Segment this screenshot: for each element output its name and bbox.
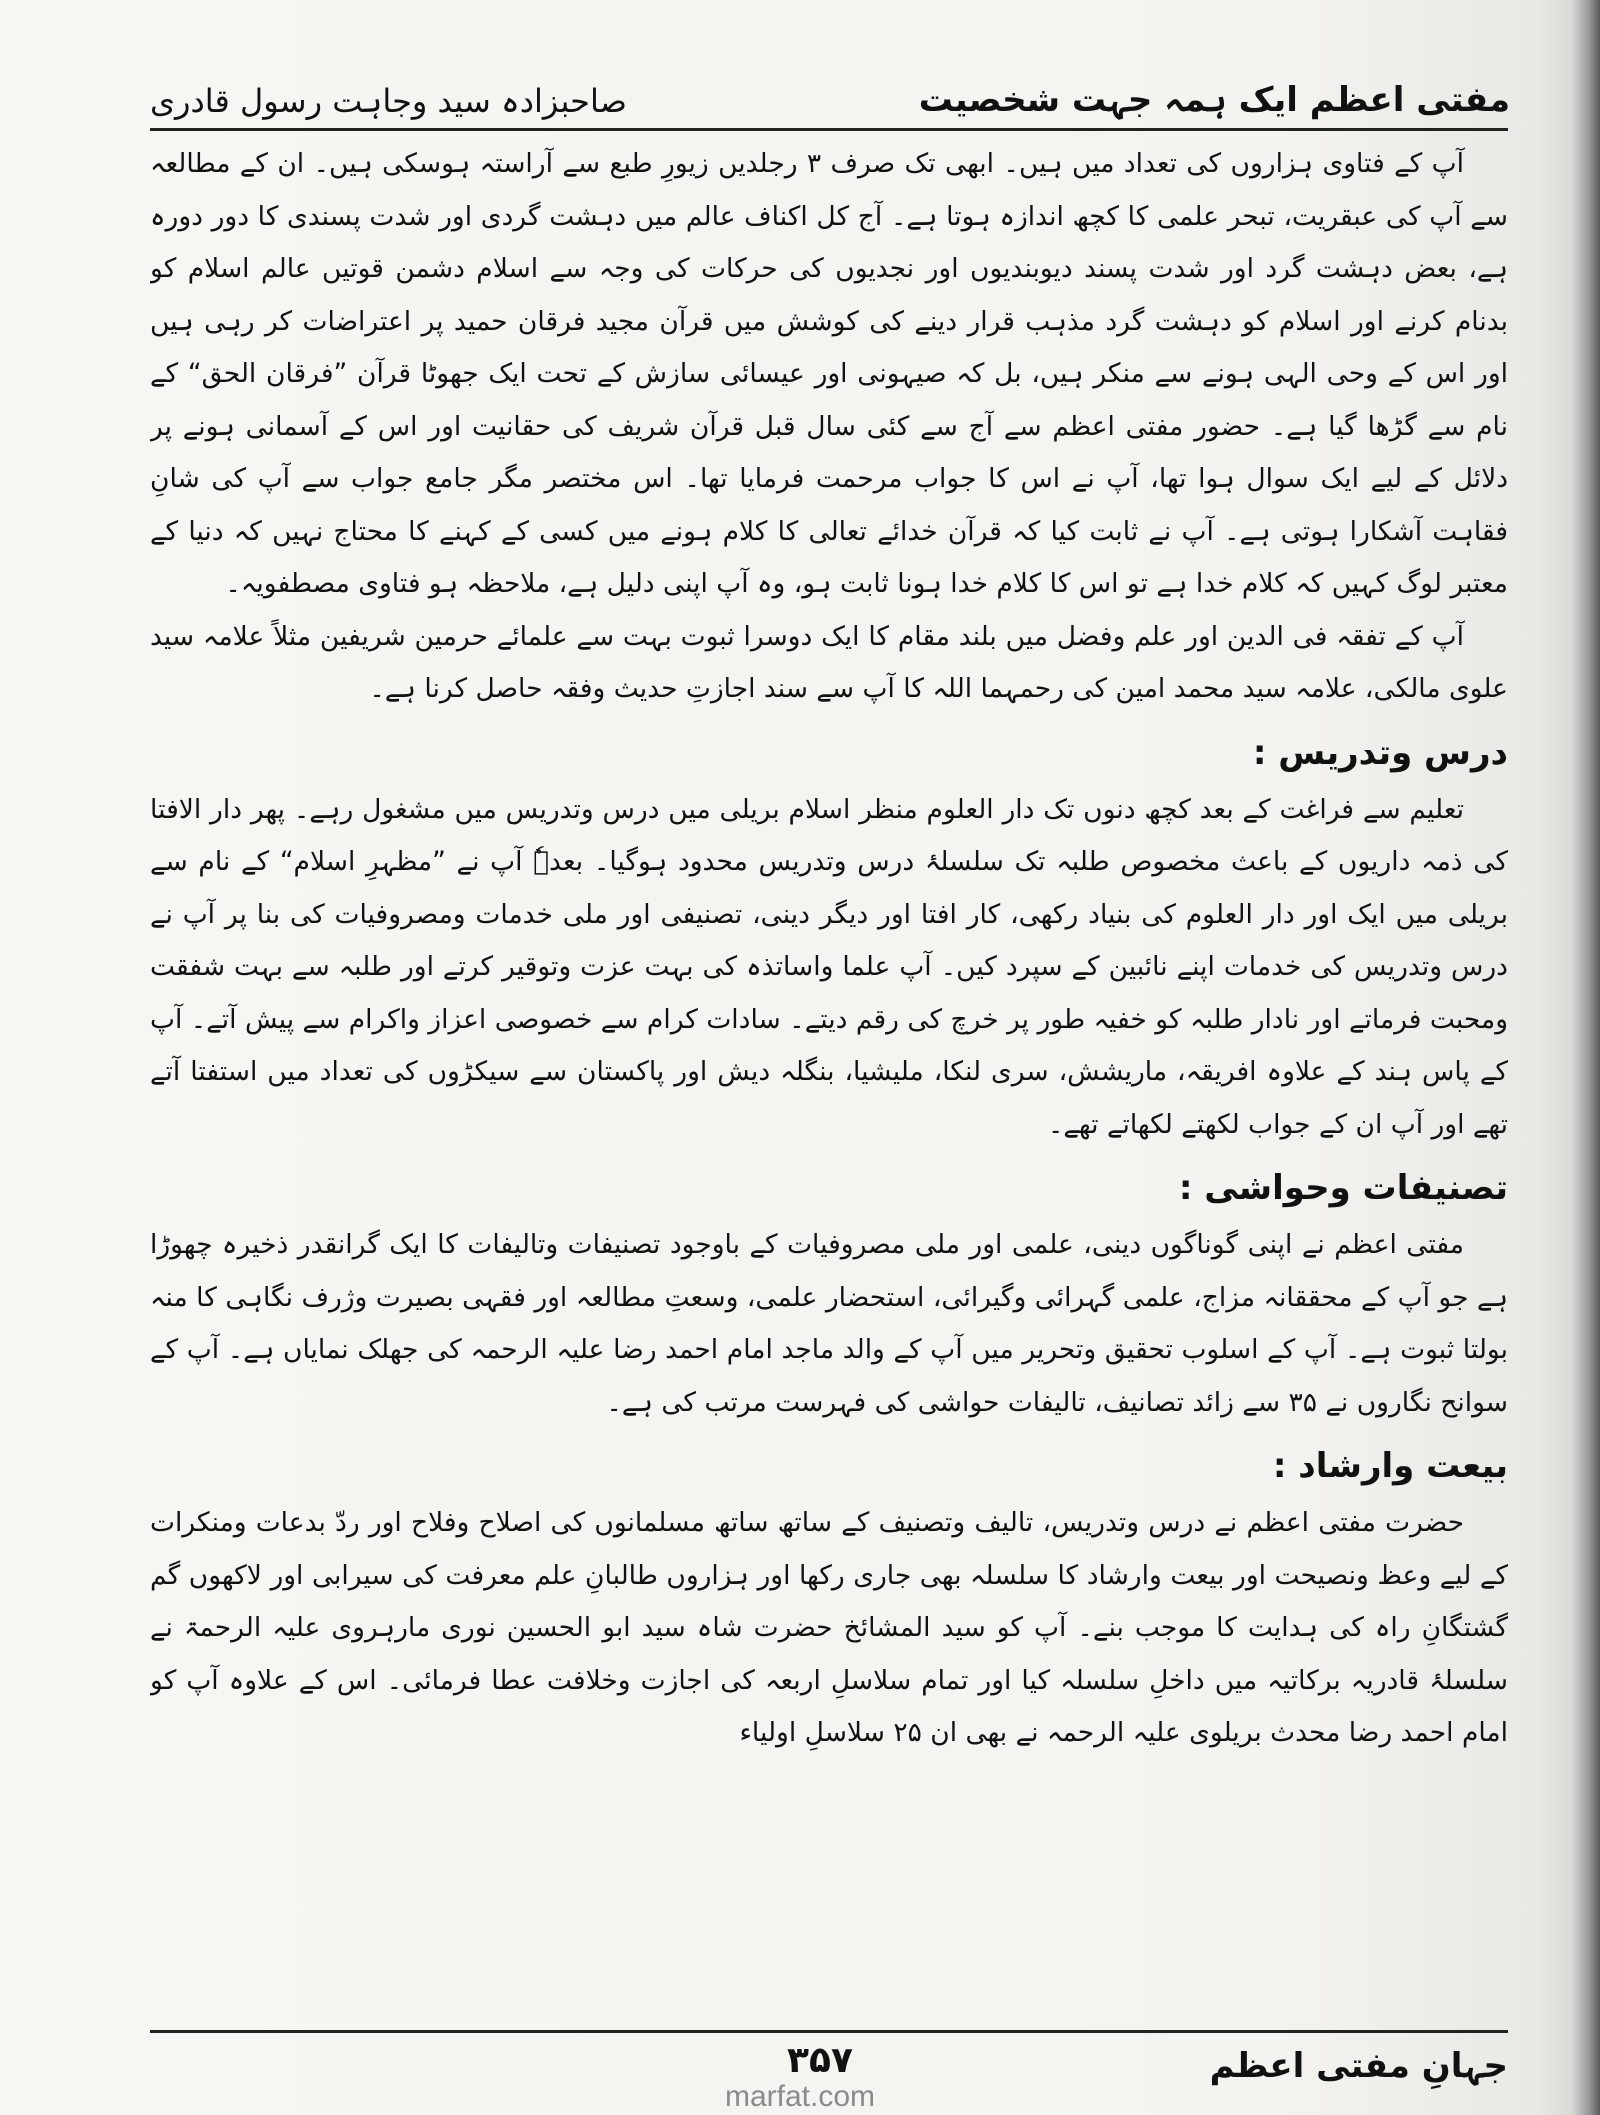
header-title: مفتی اعظم ایک ہمہ جہت شخصیت: [918, 80, 1510, 120]
page-number: ۳۵۷: [787, 2040, 853, 2081]
running-header: [150, 60, 1510, 120]
footer-book-title: جہانِ مفتی اعظم: [1209, 2045, 1508, 2086]
section-heading-teaching: درس وتدریس :: [1252, 732, 1508, 773]
book-spine-shadow: [1572, 0, 1600, 2115]
body-paragraph: آپ کے فتاوی ہزاروں کی تعداد میں ہیں۔ ابھی تک صرف ۳ رجلدیں زیورِ طبع سے آراستہ ہوسکی ہیں۔ ان کے مطالعہ سے آپ کی عبقریت، تبحر علمی کا کچھ اندازہ ہوتا ہے۔ آج کل اکناف عالم میں دہشت گردی اور شدت پسندی کا دور دورہ ہے، بعض دہشت گرد اور شدت پسند دیوبندیوں اور نجدیوں کی حرکات کی وجہ سے اسلام دشمن قوتیں عالم اسلام کو بدنام کرنے اور اسلام کو دہشت گرد مذہب قرار دینے کی کوشش میں قرآن مجید فرقان حمید پر اعتراضات کر رہی ہیں اور اس کے وحی الہی ہونے سے منکر ہیں، بل کہ صیہونی اور عیسائی سازش کے تحت ایک جھوٹا قرآن ”فرقان الحق“ کے نام سے گڑھا گیا ہے۔ حضور مفتی اعظم سے آج سے کئی سال قبل قرآن شریف کی حقانیت اور اس کے آسمانی ہونے پر دلائل کے لیے ایک سوال ہوا تھا، آپ نے اس کا جواب مرحمت فرمایا تھا۔ اس مختصر مگر جامع جواب سے آپ کی شانِ فقاہت آشکارا ہوتی ہے۔ آپ نے ثابت کیا کہ قرآن خدائے تعالی کا کلام ہونے میں کسی کے کہنے کا محتاج نہیں کہ دنیا کے معتبر لوگ کہیں کہ کلام خدا ہے تو اس کا کلام خدا ہونا ثابت ہو، وہ آپ اپنی دلیل ہے، ملاحظہ ہو فتاوی مصطفویہ۔: [150, 148, 1508, 599]
page-body: [150, 138, 1508, 2018]
section-heading-discipleship: بیعت وارشاد :: [1272, 1446, 1508, 1486]
body-paragraph: آپ کے تفقہ فی الدین اور علم وفضل میں بلند مقام کا ایک دوسرا ثبوت بہت سے علمائے حرمین شریفین مثلاً علامہ سید علوی مالکی، علامہ سید محمد امین کی رحمہما اللہ کا آپ سے سند اجازتِ حدیث وفقہ حاصل کرنا ہے۔: [150, 620, 1508, 704]
body-paragraph: تعلیم سے فراغت کے بعد کچھ دنوں تک دار العلوم منظر اسلام بریلی میں درس وتدریس میں مشغول رہے۔ پھر دار الافتا کی ذمہ داریوں کے باعث مخصوص طلبہ تک سلسلۂ درس وتدریس محدود ہوگیا۔ بعدہٗ آپ نے ”مظہرِ اسلام“ کے نام سے بریلی میں ایک اور دار العلوم کی بنیاد رکھی، کار افتا اور دیگر دینی، تصنیفی اور ملی خدمات ومصروفیات کی بنا پر آپ نے درس وتدریس کی خدمات اپنے نائبین کے سپرد کیں۔ آپ علما واساتذہ کی بہت عزت وتوقیر کرتے اور طلبہ سے بہت شفقت ومحبت فرماتے اور نادار طلبہ کو خفیہ طور پر خرچ کی رقم دیتے۔ سادات کرام سے خصوصی اعزاز واکرام سے پیش آتے۔ آپ کے پاس ہند کے علاوہ افریقہ، ماریشش، سری لنکا، ملیشیا، بنگلہ دیش اور پاکستان سے سیکڑوں کی تعداد میں استفتا آتے تھے اور آپ ان کے جواب لکھتے لکھاتے تھے۔: [150, 793, 1508, 1140]
body-paragraph: مفتی اعظم نے اپنی گوناگوں دینی، علمی اور ملی مصروفیات کے باوجود تصنیفات وتالیفات کا ایک گرانقدر ذخیرہ چھوڑا ہے جو آپ کے محققانہ مزاج، علمی گہرائی وگیرائی، استحضار علمی، وسعتِ مطالعہ اور فقہی بصیرت وژرف نگاہی کا منہ بولتا ثبوت ہے۔ آپ کے اسلوب تحقیق وتحریر میں آپ کے والد ماجد امام احمد رضا علیہ الرحمہ کی جھلک نمایاں ہے۔ آپ کے سوانح نگاروں نے ۳۵ سے زائد تصانیف، تالیفات حواشی کی فہرست مرتب کی ہے۔: [150, 1229, 1508, 1418]
header-rule: [150, 128, 1508, 131]
section-heading-writings: تصنیفات وحواشی :: [1178, 1168, 1508, 1208]
body-paragraph: حضرت مفتی اعظم نے درس وتدریس، تالیف وتصنیف کے ساتھ ساتھ مسلمانوں کی اصلاح وفلاح اور ردّ بدعات ومنکرات کے لیے وعظ ونصیحت اور بیعت وارشاد کا سلسلہ بھی جاری رکھا اور ہزاروں طالبانِ علم معرفت کی سیرابی اور لاکھوں گم گشتگانِ راہ کی ہدایت کا موجب بنے۔ آپ کو سید المشائخ حضرت شاہ سید ابو الحسین نوری مارہروی علیہ الرحمۃ نے سلسلۂ قادریہ برکاتیہ میں داخلِ سلسلہ کیا اور تمام سلاسلِ اربعہ کی اجازت وخلافت عطا فرمائی۔ اس کے علاوہ آپ کو امام احمد رضا محدث بریلوی علیہ الرحمہ نے بھی ان ۲۵ سلاسلِ اولیاء: [150, 1507, 1508, 1748]
watermark: marfat.com: [724, 2080, 876, 2113]
header-author: صاحبزادہ سید وجاہت رسول قادری: [150, 82, 627, 120]
footer-rule: [150, 2030, 1508, 2033]
